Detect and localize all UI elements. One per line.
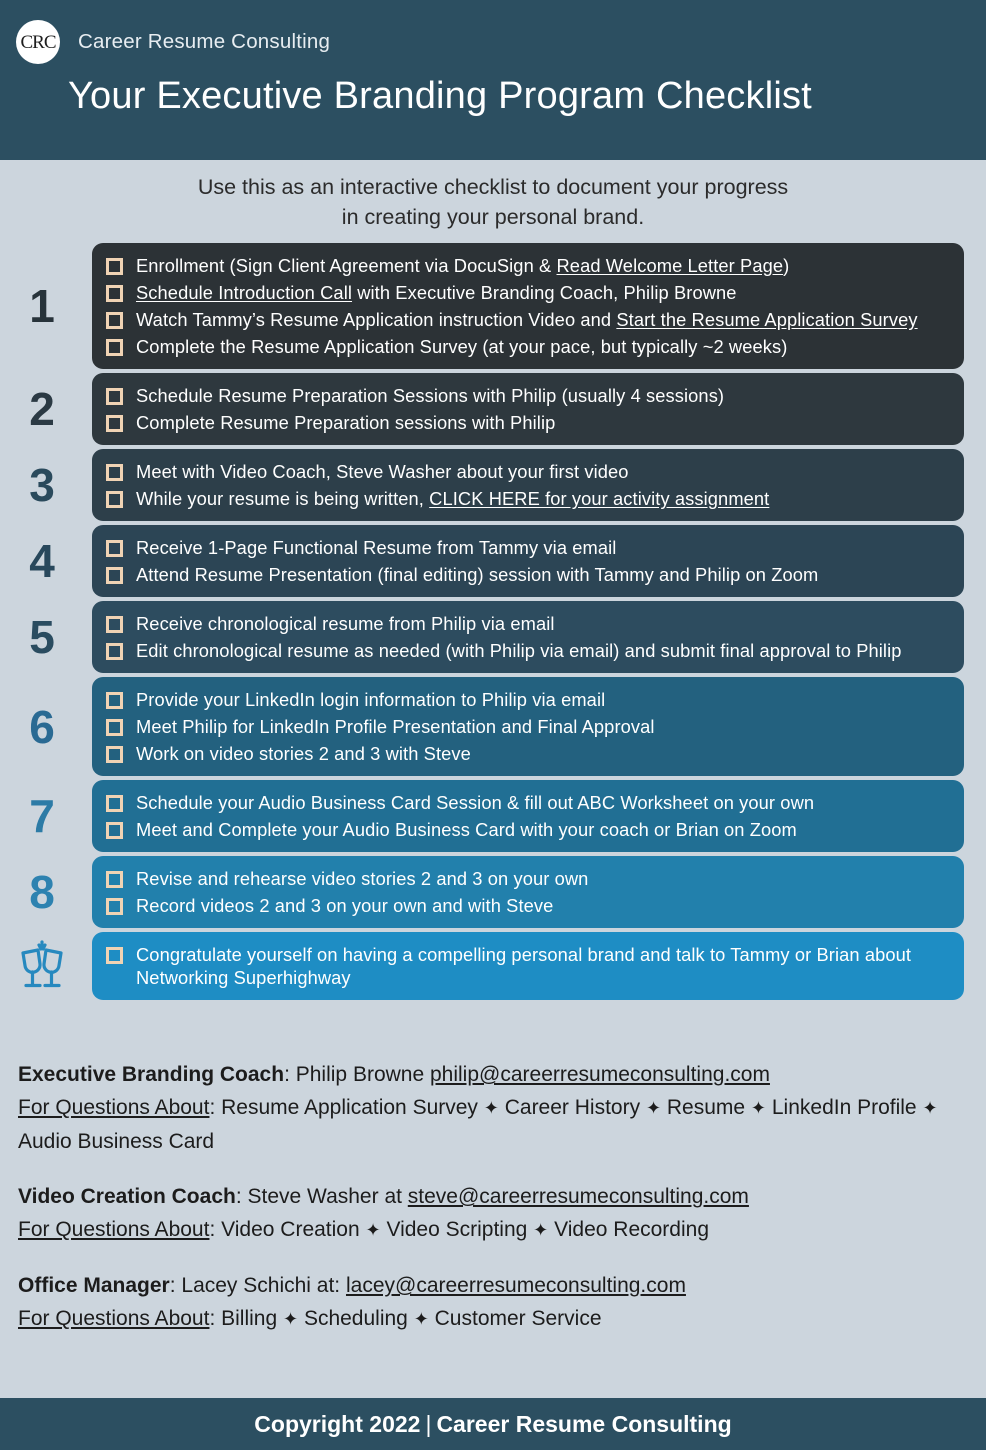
checklist-step <box>0 373 986 445</box>
intro-line-1: Use this as an interactive checklist to document your progress <box>197 175 789 199</box>
checklist-item-label: Work on video stories 2 and 3 with Steve <box>136 743 471 764</box>
checkbox-icon[interactable] <box>106 415 123 432</box>
brand-name: Career Resume Consulting <box>78 30 331 53</box>
checkbox-icon[interactable] <box>106 567 123 584</box>
contact-questions-label: For Questions About <box>18 1218 210 1241</box>
step-row-box <box>92 525 964 597</box>
star-bullet-icon: ✦ <box>922 1098 938 1118</box>
checklist-item[interactable] <box>102 610 952 637</box>
checklist-item[interactable] <box>102 382 952 409</box>
checkbox-icon[interactable] <box>106 719 123 736</box>
step-row-box <box>92 780 964 852</box>
checklist-step <box>0 932 986 1000</box>
contact-topic: LinkedIn Profile <box>771 1096 917 1119</box>
checklist-item-label: While your resume is being written, CLICK HERE for your activity assignment <box>136 488 770 509</box>
checklist-item-label: Complete Resume Preparation sessions with Philip <box>136 412 556 433</box>
contact-topic: Video Scripting <box>386 1218 528 1241</box>
checklist-item[interactable] <box>102 892 952 919</box>
checklist-steps <box>0 243 986 1004</box>
checklist-item-label: Schedule your Audio Business Card Session & fill out ABC Worksheet on your own <box>136 792 815 813</box>
checkbox-icon[interactable] <box>106 871 123 888</box>
page-header <box>0 0 986 160</box>
checklist-item-label: Complete the Resume Application Survey (at your pace, but typically ~2 weeks) <box>136 336 788 357</box>
contact-questions-label: For Questions About <box>18 1096 210 1119</box>
checkbox-icon[interactable] <box>106 464 123 481</box>
checklist-item[interactable] <box>102 941 952 991</box>
checkbox-icon[interactable] <box>106 616 123 633</box>
checklist-item-link[interactable]: CLICK HERE for your activity assignment <box>429 488 770 509</box>
contact-name: Lacey Schichi at: <box>181 1274 346 1297</box>
contact-name: Steve Washer at <box>247 1185 408 1208</box>
checklist-item[interactable] <box>102 816 952 843</box>
checkbox-icon[interactable] <box>106 692 123 709</box>
step-number: 7 <box>29 790 55 842</box>
checkbox-icon[interactable] <box>106 339 123 356</box>
contact-questions-line: For Questions About: Billing ✦ Scheduling ✦ Customer Service <box>18 1307 602 1330</box>
checklist-step <box>0 525 986 597</box>
contact-questions-line: For Questions About: Resume Application Survey ✦ Career History ✦ Resume ✦ LinkedIn Profile ✦ Audio Business Card <box>18 1096 938 1153</box>
contact-questions-line: For Questions About: Video Creation ✦ Video Scripting ✦ Video Recording <box>18 1218 709 1241</box>
contact-group <box>18 1180 968 1247</box>
checklist-item[interactable] <box>102 485 952 512</box>
contact-email-link[interactable]: lacey@careerresumeconsulting.com <box>345 1274 686 1297</box>
checkbox-icon[interactable] <box>106 258 123 275</box>
checklist-step <box>0 677 986 776</box>
checkbox-icon[interactable] <box>106 388 123 405</box>
page-footer <box>0 1398 986 1450</box>
checklist-item[interactable] <box>102 458 952 485</box>
checkbox-icon[interactable] <box>106 898 123 915</box>
checklist-item-label: Congratulate yourself on having a compelling personal brand and talk to Tammy or Brian about Networking Superhighway <box>136 944 912 988</box>
checklist-step <box>0 856 986 928</box>
checkbox-icon[interactable] <box>106 491 123 508</box>
brand-row <box>0 18 986 66</box>
checklist-item[interactable] <box>102 789 952 816</box>
footer-copyright: Copyright 2022 <box>254 1410 421 1437</box>
contact-topic: Scheduling <box>303 1307 408 1330</box>
checklist-item-label: Meet and Complete your Audio Business Card with your coach or Brian on Zoom <box>136 819 797 840</box>
checklist-item[interactable] <box>102 713 952 740</box>
star-bullet-icon: ✦ <box>483 1098 499 1118</box>
contact-topic: Billing <box>221 1307 278 1330</box>
checklist-item-label: Attend Resume Presentation (final editing) session with Tammy and Philip on Zoom <box>136 564 819 585</box>
contact-topic: Video Recording <box>554 1218 709 1241</box>
checklist-item-label: Receive chronological resume from Philip via email <box>136 613 555 634</box>
checklist-item[interactable] <box>102 865 952 892</box>
contact-role: Video Creation Coach <box>18 1185 236 1208</box>
checklist-step <box>0 243 986 369</box>
checklist-item[interactable] <box>102 409 952 436</box>
checklist-item-label: Provide your LinkedIn login information to Philip via email <box>136 689 606 710</box>
checklist-item-label: Record videos 2 and 3 on your own and with Steve <box>136 895 554 916</box>
step-row-box <box>92 243 964 369</box>
checklist-step <box>0 449 986 521</box>
crc-logo-icon <box>16 20 60 64</box>
checkbox-icon[interactable] <box>106 312 123 329</box>
checkbox-icon[interactable] <box>106 947 123 964</box>
contact-email-link[interactable]: philip@careerresumeconsulting.com <box>429 1063 770 1086</box>
checklist-item[interactable] <box>102 637 952 664</box>
footer-company: Career Resume Consulting <box>436 1410 732 1437</box>
step-row-box <box>92 449 964 521</box>
contact-email-link[interactable]: steve@careerresumeconsulting.com <box>407 1185 749 1208</box>
checklist-item-label: Watch Tammy’s Resume Application instruction Video and Start the Resume Application Survey <box>136 309 918 330</box>
checklist-item-label: Receive 1-Page Functional Resume from Tammy via email <box>136 537 617 558</box>
footer-divider: | <box>425 1410 432 1437</box>
checklist-item[interactable] <box>102 279 952 306</box>
page-title: Your Executive Branding Program Checklist <box>68 75 812 117</box>
checklist-item-label: Edit chronological resume as needed (with Philip via email) and submit final approval to Philip <box>136 640 902 661</box>
intro-text <box>0 172 986 232</box>
checkbox-icon[interactable] <box>106 822 123 839</box>
checklist-item-label: Meet Philip for LinkedIn Profile Presentation and Final Approval <box>136 716 655 737</box>
checklist-item[interactable] <box>102 306 952 333</box>
contact-topic: Resume Application Survey <box>221 1096 478 1119</box>
step-number: 8 <box>29 866 55 918</box>
contact-role-line: Video Creation Coach: Steve Washer at steve@careerresumeconsulting.com <box>18 1185 749 1208</box>
checklist-item[interactable] <box>102 333 952 360</box>
contact-info <box>18 1058 968 1358</box>
checklist-item-link[interactable]: Schedule Introduction Call <box>136 282 353 303</box>
checklist-item-label: Schedule Introduction Call with Executive Branding Coach, Philip Browne <box>136 282 737 303</box>
contact-name: Philip Browne <box>295 1063 430 1086</box>
checkbox-icon[interactable] <box>106 746 123 763</box>
contact-group <box>18 1269 968 1336</box>
checklist-item[interactable] <box>102 740 952 767</box>
checklist-item[interactable] <box>102 252 952 279</box>
star-bullet-icon: ✦ <box>533 1220 549 1240</box>
contact-role-line: Office Manager: Lacey Schichi at: lacey@careerresumeconsulting.com <box>18 1274 686 1297</box>
step-number: 1 <box>29 280 55 332</box>
checklist-item-label: Schedule Resume Preparation Sessions with Philip (usually 4 sessions) <box>136 385 725 406</box>
star-bullet-icon: ✦ <box>365 1220 381 1240</box>
contact-topic: Video Creation <box>221 1218 360 1241</box>
step-row-box <box>92 373 964 445</box>
checklist-step <box>0 780 986 852</box>
contact-questions-label: For Questions About <box>18 1307 210 1330</box>
contact-group <box>18 1058 968 1158</box>
contact-role: Executive Branding Coach <box>18 1063 285 1086</box>
contact-topic: Customer Service <box>434 1307 602 1330</box>
step-row-box <box>92 932 964 1000</box>
checkbox-icon[interactable] <box>106 643 123 660</box>
checklist-item-link[interactable]: Start the Resume Application Survey <box>616 309 918 330</box>
step-number: 3 <box>29 459 55 511</box>
contact-topic: Career History <box>504 1096 641 1119</box>
star-bullet-icon: ✦ <box>645 1098 662 1118</box>
checklist-item-label: Enrollment (Sign Client Agreement via DocuSign & Read Welcome Letter Page) <box>136 255 790 276</box>
contact-role-line: Executive Branding Coach: Philip Browne philip@careerresumeconsulting.com <box>18 1063 770 1086</box>
checklist-item[interactable] <box>102 534 952 561</box>
logo-monogram: CRC <box>20 31 56 53</box>
step-number: 5 <box>29 611 55 663</box>
star-bullet-icon: ✦ <box>750 1098 767 1118</box>
step-row-box <box>92 601 964 673</box>
checkbox-icon[interactable] <box>106 795 123 812</box>
checklist-item[interactable] <box>102 561 952 588</box>
checklist-step <box>0 601 986 673</box>
star-bullet-icon: ✦ <box>283 1309 299 1329</box>
intro-line-2: in creating your personal brand. <box>341 205 645 229</box>
contact-topic: Audio Business Card <box>18 1130 215 1153</box>
checklist-item[interactable] <box>102 686 952 713</box>
step-row-box <box>92 856 964 928</box>
checkbox-icon[interactable] <box>106 540 123 557</box>
step-number: 4 <box>29 535 55 587</box>
checklist-item-label: Meet with Video Coach, Steve Washer about your first video <box>136 461 629 482</box>
contact-role: Office Manager <box>18 1274 170 1297</box>
checklist-item-link[interactable]: Read Welcome Letter Page <box>556 255 784 276</box>
step-number: 6 <box>29 700 55 753</box>
contact-topic: Resume <box>666 1096 746 1119</box>
step-number: 2 <box>29 383 55 435</box>
champagne-toast-icon <box>0 940 92 992</box>
checkbox-icon[interactable] <box>106 285 123 302</box>
star-bullet-icon: ✦ <box>413 1309 429 1329</box>
step-row-box <box>92 677 964 776</box>
checklist-item-label: Revise and rehearse video stories 2 and 3 on your own <box>136 868 589 889</box>
